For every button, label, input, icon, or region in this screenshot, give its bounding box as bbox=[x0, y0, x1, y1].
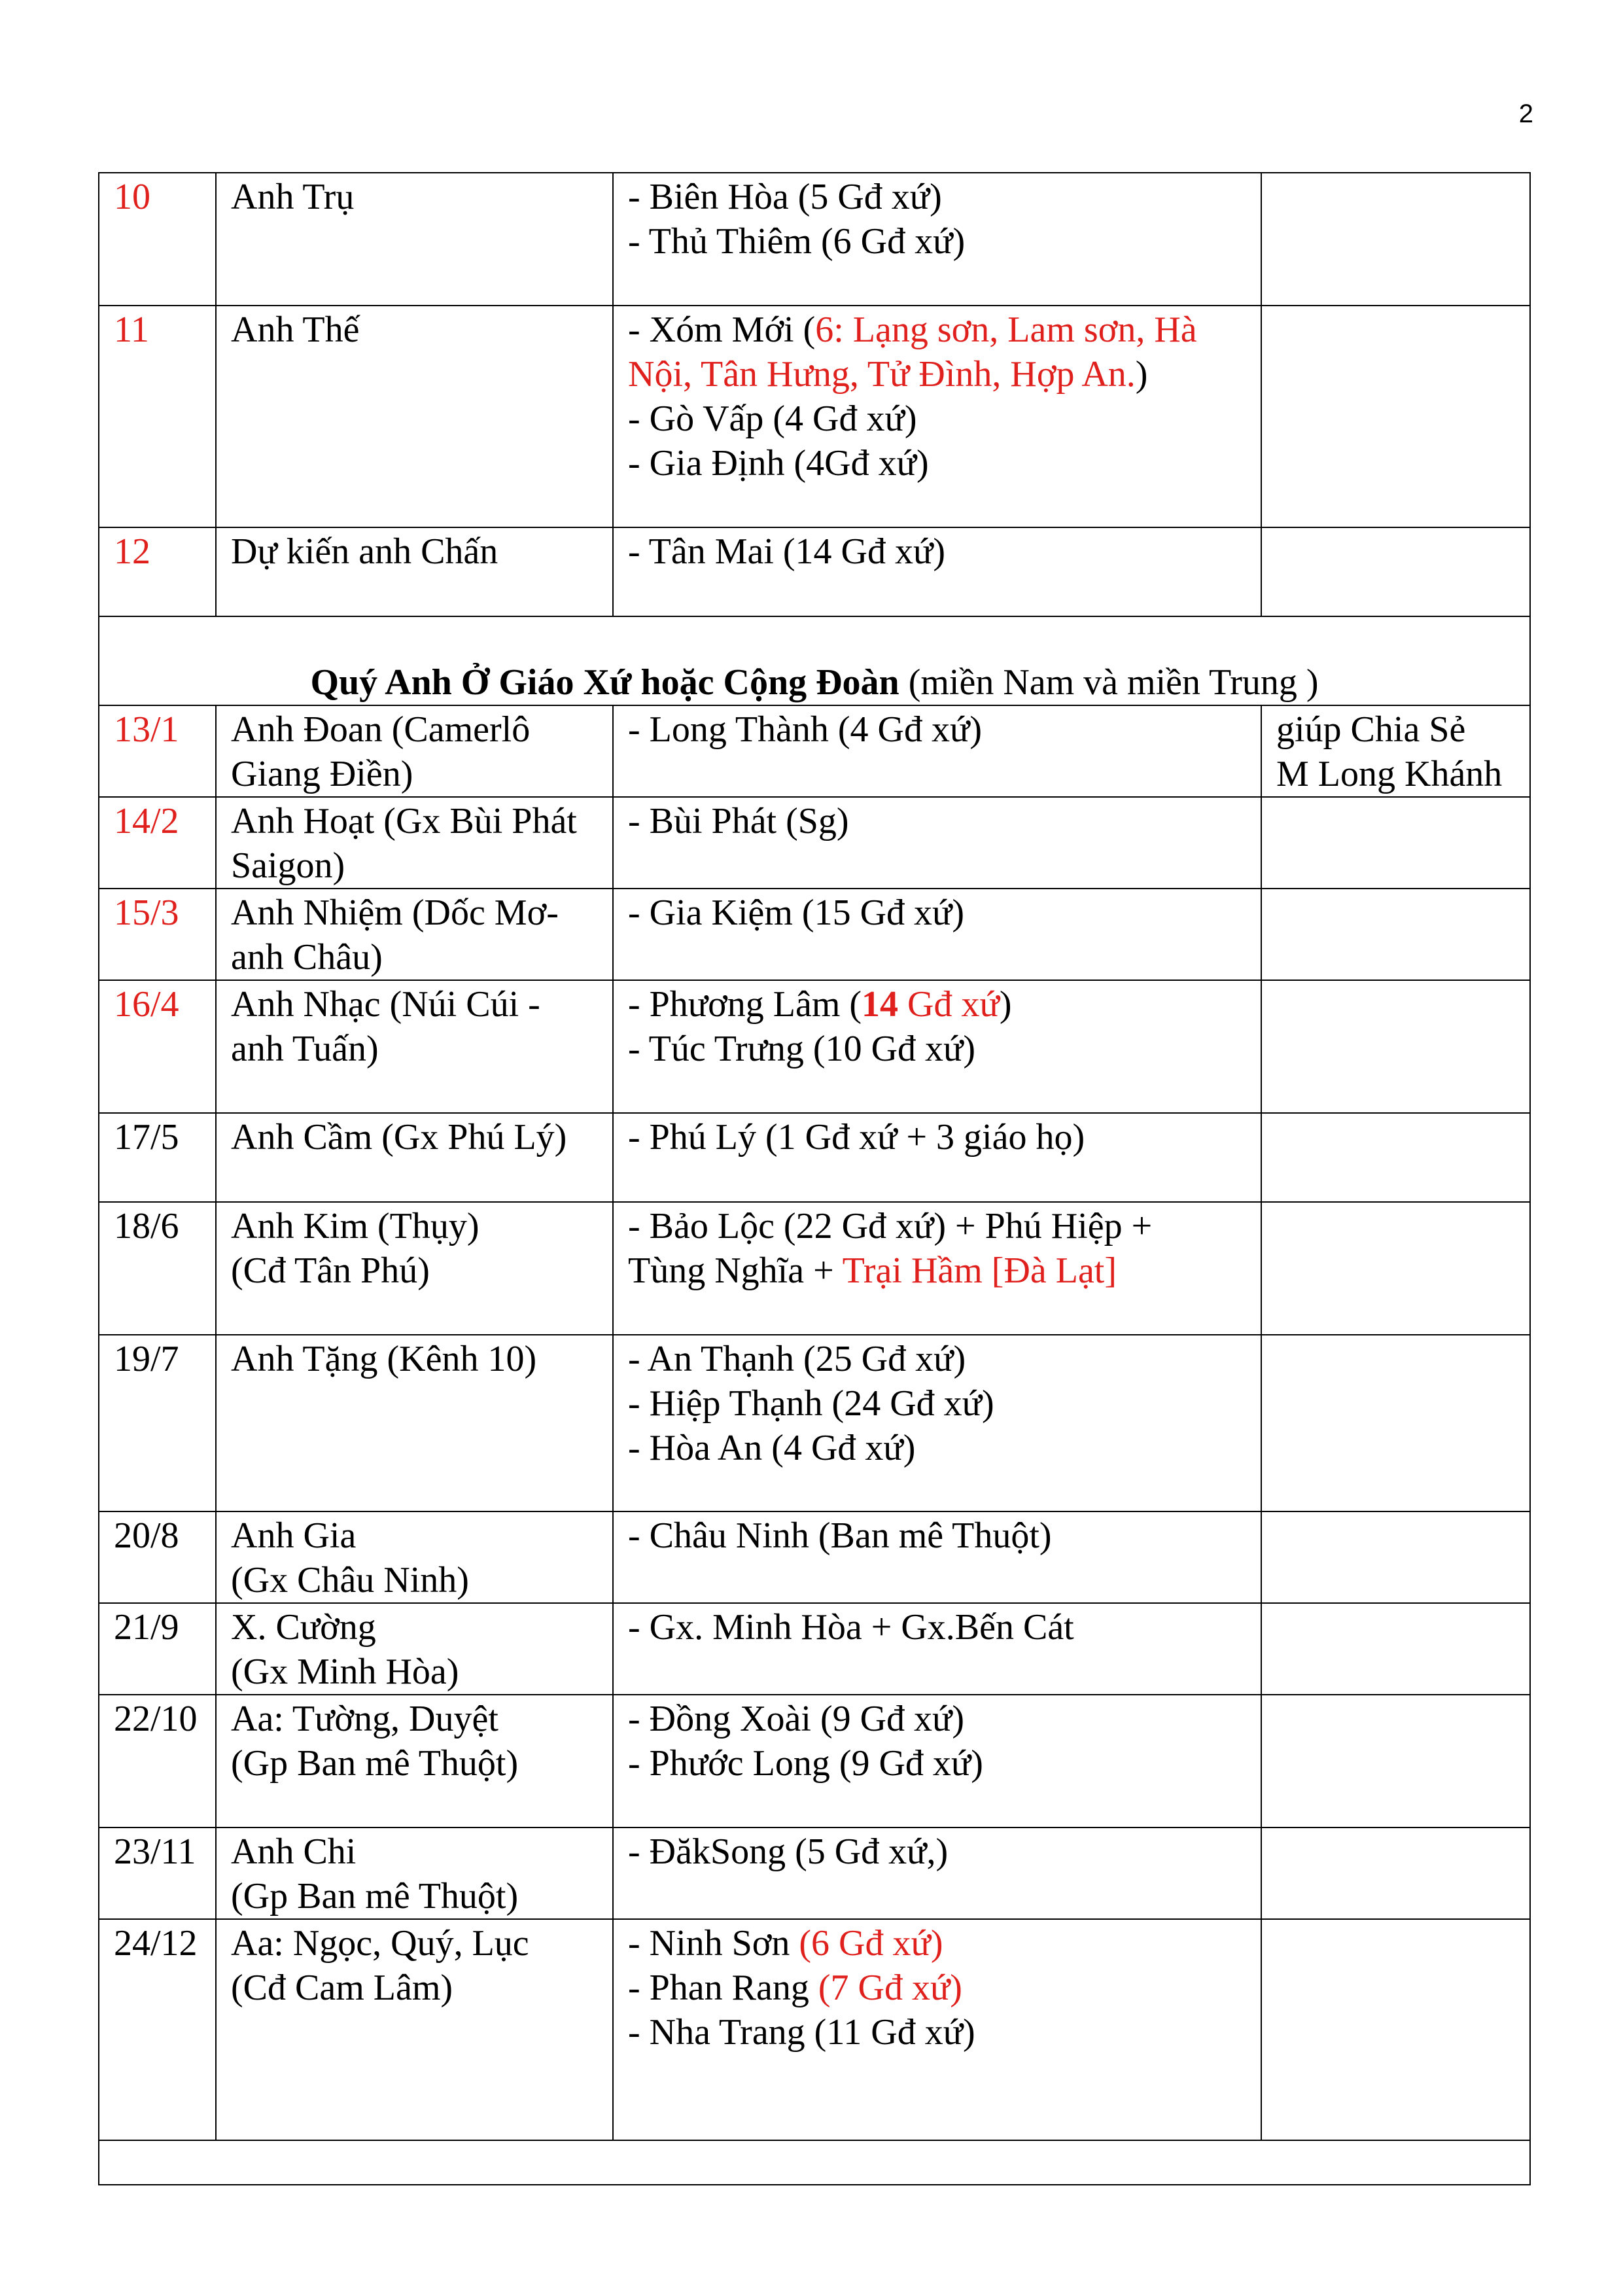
place-line bbox=[628, 1513, 1246, 1558]
row-number: 12 bbox=[114, 531, 150, 572]
table-row bbox=[99, 797, 1530, 889]
note-text: giúp Chia Sẻ bbox=[1276, 709, 1466, 750]
row-number-cell bbox=[99, 1695, 216, 1828]
place-text: - Túc Trưng (10 Gđ xứ) bbox=[628, 1029, 976, 1069]
row-number-cell bbox=[99, 1828, 216, 1919]
place-text: - Biên Hòa (5 Gđ xứ) bbox=[628, 177, 942, 217]
person-cell bbox=[216, 306, 613, 527]
person-name: Saigon) bbox=[231, 845, 345, 886]
person-name: Aa: Ngọc, Quý, Lục bbox=[231, 1923, 529, 1964]
person-name: (Gx Châu Ninh) bbox=[231, 1560, 469, 1600]
person-name: Anh Trụ bbox=[231, 177, 355, 217]
places-cell bbox=[613, 306, 1261, 527]
person-name: X. Cường bbox=[231, 1607, 376, 1648]
table-row bbox=[99, 980, 1530, 1113]
place-line bbox=[628, 175, 1246, 219]
person-name: Giang Điền) bbox=[231, 754, 413, 794]
note-cell bbox=[1261, 527, 1530, 616]
person-name: Anh Cầm (Gx Phú Lý) bbox=[231, 1117, 567, 1157]
row-number: 17/5 bbox=[114, 1117, 179, 1157]
row-number-cell bbox=[99, 705, 216, 797]
place-line bbox=[628, 1381, 1246, 1426]
row-number: 23/11 bbox=[114, 1831, 196, 1872]
person-name: anh Tuấn) bbox=[231, 1029, 379, 1069]
person-name: Anh Đoan (Camerlô bbox=[231, 709, 531, 750]
person-cell bbox=[216, 173, 613, 306]
place-text: - Đồng Xoài (9 Gđ xứ) bbox=[628, 1699, 965, 1739]
person-name: (Gx Minh Hòa) bbox=[231, 1651, 459, 1692]
note-text: M Long Khánh bbox=[1276, 754, 1503, 794]
place-text: - Châu Ninh (Ban mê Thuột) bbox=[628, 1515, 1052, 1556]
place-line bbox=[628, 1115, 1246, 1159]
place-line bbox=[628, 2010, 1246, 2055]
note-cell bbox=[1261, 1511, 1530, 1603]
place-line bbox=[628, 397, 1246, 441]
place-text: - An Thạnh (25 Gđ xứ) bbox=[628, 1339, 966, 1379]
place-text: (6 Gđ xứ) bbox=[799, 1923, 943, 1964]
place-line bbox=[628, 1204, 1246, 1248]
note-cell bbox=[1261, 797, 1530, 889]
person-name: (Cđ Tân Phú) bbox=[231, 1250, 430, 1291]
place-text: - Gò Vấp (4 Gđ xứ) bbox=[628, 398, 917, 439]
place-line bbox=[628, 891, 1246, 935]
places-cell bbox=[613, 1603, 1261, 1695]
place-line bbox=[628, 707, 1246, 752]
note-cell bbox=[1261, 1113, 1530, 1202]
place-line bbox=[628, 308, 1246, 352]
row-number-cell bbox=[99, 1603, 216, 1695]
page-number: 2 bbox=[1518, 99, 1533, 128]
section-heading-note: (miền Nam và miền Trung ) bbox=[899, 662, 1319, 703]
place-line bbox=[628, 1248, 1246, 1293]
table-row bbox=[99, 173, 1530, 306]
person-name: (Gp Ban mê Thuột) bbox=[231, 1743, 519, 1784]
note-cell bbox=[1261, 1202, 1530, 1335]
place-line bbox=[628, 219, 1246, 264]
place-line bbox=[628, 1027, 1246, 1071]
note-cell bbox=[1261, 980, 1530, 1113]
row-number-cell bbox=[99, 1511, 216, 1603]
person-cell bbox=[216, 1335, 613, 1511]
place-text: ) bbox=[1135, 354, 1148, 395]
note-cell bbox=[1261, 1603, 1530, 1695]
row-number: 20/8 bbox=[114, 1515, 179, 1556]
table-row bbox=[99, 889, 1530, 980]
places-cell bbox=[613, 980, 1261, 1113]
row-number-cell bbox=[99, 1202, 216, 1335]
places-cell bbox=[613, 705, 1261, 797]
place-text: - Phú Lý (1 Gđ xứ + 3 giáo họ) bbox=[628, 1117, 1085, 1157]
row-number-cell bbox=[99, 980, 216, 1113]
person-cell bbox=[216, 1603, 613, 1695]
note-cell bbox=[1261, 1695, 1530, 1828]
row-number: 24/12 bbox=[114, 1923, 198, 1964]
person-cell bbox=[216, 1113, 613, 1202]
place-text: - Phước Long (9 Gđ xứ) bbox=[628, 1743, 983, 1784]
person-cell bbox=[216, 980, 613, 1113]
place-line bbox=[628, 1829, 1246, 1874]
places-cell bbox=[613, 1335, 1261, 1511]
place-text: - Gx. Minh Hòa + Gx.Bến Cát bbox=[628, 1607, 1074, 1648]
row-number: 14/2 bbox=[114, 801, 179, 841]
place-text: Tùng Nghĩa + bbox=[628, 1250, 843, 1291]
person-name: Anh Hoạt (Gx Bùi Phát bbox=[231, 801, 577, 841]
table-row bbox=[99, 1603, 1530, 1695]
table-row bbox=[99, 1828, 1530, 1919]
place-text: 6: Lạng sơn, Lam sơn, Hà bbox=[815, 309, 1197, 350]
row-number: 18/6 bbox=[114, 1206, 179, 1246]
person-cell bbox=[216, 1919, 613, 2140]
person-name: (Gp Ban mê Thuột) bbox=[231, 1876, 519, 1916]
row-number: 11 bbox=[114, 309, 149, 350]
person-cell bbox=[216, 1511, 613, 1603]
note-cell bbox=[1261, 705, 1530, 797]
places-cell bbox=[613, 173, 1261, 306]
person-name: Anh Gia bbox=[231, 1515, 357, 1556]
row-number-cell bbox=[99, 306, 216, 527]
person-cell bbox=[216, 797, 613, 889]
place-line bbox=[628, 1921, 1246, 1966]
place-line bbox=[628, 352, 1246, 397]
places-cell bbox=[613, 1202, 1261, 1335]
place-text: - Hiệp Thạnh (24 Gđ xứ) bbox=[628, 1383, 994, 1424]
place-line bbox=[628, 1605, 1246, 1650]
empty-row bbox=[99, 2140, 1530, 2185]
place-text: - Phan Rang bbox=[628, 1968, 818, 2008]
place-line bbox=[628, 1426, 1246, 1470]
place-text: - Gia Định (4Gđ xứ) bbox=[628, 443, 929, 484]
note-cell bbox=[1261, 173, 1530, 306]
person-name: Anh Chi bbox=[231, 1831, 357, 1872]
table-row bbox=[99, 306, 1530, 527]
places-cell bbox=[613, 797, 1261, 889]
place-text: Nội, Tân Hưng, Tử Đình, Hợp An. bbox=[628, 354, 1136, 395]
row-number-cell bbox=[99, 1335, 216, 1511]
place-text: - Thủ Thiêm (6 Gđ xứ) bbox=[628, 221, 966, 262]
row-number-cell bbox=[99, 1919, 216, 2140]
note-cell bbox=[1261, 1335, 1530, 1511]
note-cell bbox=[1261, 1828, 1530, 1919]
place-text: - Bùi Phát (Sg) bbox=[628, 801, 849, 841]
person-name: Anh Nhạc (Núi Cúi - bbox=[231, 984, 540, 1025]
person-cell bbox=[216, 1828, 613, 1919]
note-cell bbox=[1261, 889, 1530, 980]
places-cell bbox=[613, 527, 1261, 616]
assignment-table bbox=[98, 172, 1531, 2185]
place-text: - ĐăkSong (5 Gđ xứ,) bbox=[628, 1831, 949, 1872]
place-text: - Xóm Mới ( bbox=[628, 309, 816, 350]
place-text: - Hòa An (4 Gđ xứ) bbox=[628, 1428, 916, 1468]
place-text: (7 Gđ xứ) bbox=[818, 1968, 962, 2008]
table-row bbox=[99, 527, 1530, 616]
row-number: 22/10 bbox=[114, 1699, 198, 1739]
places-cell bbox=[613, 1113, 1261, 1202]
person-name: Dự kiến anh Chấn bbox=[231, 531, 498, 572]
person-name: Anh Thế bbox=[231, 309, 360, 350]
place-line bbox=[628, 1697, 1246, 1741]
person-name: anh Châu) bbox=[231, 937, 383, 978]
place-text: Gđ xứ bbox=[898, 984, 1000, 1025]
section-heading-bold: Quý Anh Ở Giáo Xứ hoặc Cộng Đoàn bbox=[310, 662, 899, 703]
place-text: - Tân Mai (14 Gđ xứ) bbox=[628, 531, 945, 572]
place-line bbox=[628, 799, 1246, 843]
place-text: - Bảo Lộc (22 Gđ xứ) + Phú Hiệp + bbox=[628, 1206, 1153, 1246]
place-line bbox=[628, 529, 1246, 574]
person-cell bbox=[216, 1202, 613, 1335]
place-text: - Gia Kiệm (15 Gđ xứ) bbox=[628, 892, 965, 933]
section-heading-row bbox=[99, 616, 1530, 705]
row-number: 13/1 bbox=[114, 709, 179, 750]
person-name: Aa: Tường, Duyệt bbox=[231, 1699, 498, 1739]
places-cell bbox=[613, 1828, 1261, 1919]
place-line bbox=[628, 1337, 1246, 1381]
note-cell bbox=[1261, 1919, 1530, 2140]
place-line bbox=[628, 1966, 1246, 2010]
section-heading-cell bbox=[99, 616, 1530, 705]
person-name: Anh Nhiệm (Dốc Mơ- bbox=[231, 892, 559, 933]
person-name: (Cđ Cam Lâm) bbox=[231, 1968, 453, 2008]
places-cell bbox=[613, 889, 1261, 980]
table-row bbox=[99, 1202, 1530, 1335]
place-text: - Ninh Sơn bbox=[628, 1923, 799, 1964]
row-number-cell bbox=[99, 889, 216, 980]
row-number: 16/4 bbox=[114, 984, 179, 1025]
places-cell bbox=[613, 1695, 1261, 1828]
row-number: 10 bbox=[114, 177, 150, 217]
person-name: Anh Tặng (Kênh 10) bbox=[231, 1339, 537, 1379]
row-number: 21/9 bbox=[114, 1607, 179, 1648]
table-row bbox=[99, 1695, 1530, 1828]
row-number-cell bbox=[99, 527, 216, 616]
place-text: - Phương Lâm ( bbox=[628, 984, 862, 1025]
row-number-cell bbox=[99, 1113, 216, 1202]
place-text: - Nha Trang (11 Gđ xứ) bbox=[628, 2012, 975, 2053]
table-row bbox=[99, 1919, 1530, 2140]
place-text: 14 bbox=[862, 984, 899, 1025]
place-text: ) bbox=[999, 984, 1012, 1025]
table-row bbox=[99, 1113, 1530, 1202]
person-cell bbox=[216, 527, 613, 616]
place-line bbox=[628, 441, 1246, 486]
place-text: - Long Thành (4 Gđ xứ) bbox=[628, 709, 982, 750]
row-number-cell bbox=[99, 173, 216, 306]
empty-cell bbox=[99, 2140, 1530, 2185]
place-line bbox=[628, 1741, 1246, 1786]
row-number-cell bbox=[99, 797, 216, 889]
places-cell bbox=[613, 1511, 1261, 1603]
row-number: 15/3 bbox=[114, 892, 179, 933]
note-cell bbox=[1261, 306, 1530, 527]
person-cell bbox=[216, 705, 613, 797]
place-text: Trại Hầm [Đà Lạt] bbox=[842, 1250, 1117, 1291]
table-row bbox=[99, 705, 1530, 797]
person-name: Anh Kim (Thụy) bbox=[231, 1206, 480, 1246]
place-line bbox=[628, 982, 1246, 1027]
table-row bbox=[99, 1335, 1530, 1511]
places-cell bbox=[613, 1919, 1261, 2140]
row-number: 19/7 bbox=[114, 1339, 179, 1379]
table-row bbox=[99, 1511, 1530, 1603]
person-cell bbox=[216, 1695, 613, 1828]
person-cell bbox=[216, 889, 613, 980]
